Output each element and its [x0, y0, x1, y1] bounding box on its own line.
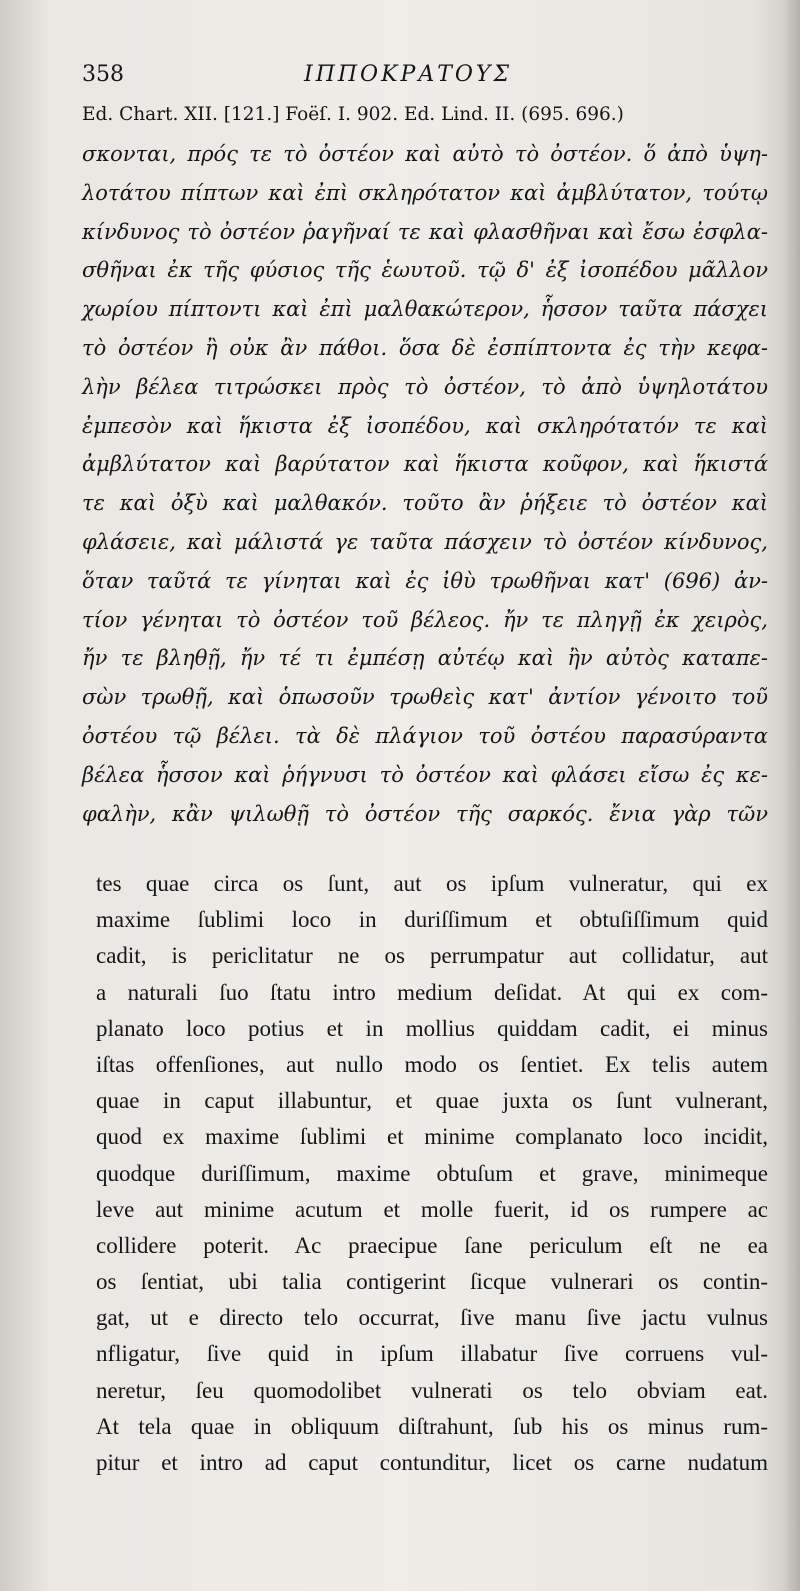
greek-text-line: ἤν τε βληθῇ, ἤν τέ τι ἐμπέσῃ αὐτέῳ καὶ ἢν αὐτὸς καταπε-: [82, 646, 768, 671]
greek-text-block: [82, 135, 768, 833]
latin-text-line: quod ex maxime ſublimi et minime complanato loco incidit,: [96, 1124, 768, 1150]
greek-text-line: φαλὴν, κἂν ψιλωθῇ τὸ ὀστέον τῆς σαρκός. ἔνια γὰρ τῶν: [82, 801, 768, 826]
greek-text-line: κίνδυνος τὸ ὀστέον ῥαγῆναί τε καὶ φλασθῆναι καὶ ἔσω ἐσφλα-: [82, 219, 768, 244]
latin-text-line: nfligatur, ſive quid in ipſum illabatur ſive corruens vul-: [96, 1341, 768, 1367]
page-header: [82, 62, 760, 98]
latin-text-line: At tela quae in obliquum diſtrahunt, ſub his os minus rum-: [96, 1413, 768, 1439]
greek-text-line: τε καὶ ὀξὺ καὶ μαλθακόν. τοῦτο ἂν ῥήξειε τὸ ὀστέον καὶ: [82, 491, 768, 516]
greek-text-line: λοτάτου πίπτων καὶ ἐπὶ σκληρότατον καὶ ἀμβλύτατον, τούτῳ: [82, 180, 768, 205]
greek-text-line: ὅταν ταῦτά τε γίνηται καὶ ἐς ἰθὺ τρωθῆναι κατ' (696) ἀν-: [82, 568, 768, 593]
latin-text-line: a naturali ſuo ſtatu intro medium deſidat. At qui ex com-: [96, 979, 768, 1005]
greek-text-line: τίον γένηται τὸ ὀστέον τοῦ βέλεος. ἤν τε πληγῇ ἐκ χειρὸς,: [82, 607, 768, 632]
latin-text-line: quodque duriſſimum, maxime obtuſum et grave, minimeque: [96, 1160, 768, 1186]
greek-text-line: φλάσειε, καὶ μάλιστά γε ταῦτα πάσχειν τὸ ὀστέον κίνδυνος,: [82, 529, 768, 554]
latin-text-line: quae in caput illabuntur, et quae juxta os ſunt vulnerant,: [96, 1088, 768, 1114]
latin-text-line: os ſentiat, ubi talia contigerint ſicque vulnerari os contin-: [96, 1269, 768, 1295]
greek-text-line: ἐμπεσὸν καὶ ἥκιστα ἐξ ἰσοπέδου, καὶ σκληρότατόν τε καὶ: [82, 413, 768, 438]
latin-text-line: iſtas offenſiones, aut nullo modo os ſentiet. Ex telis autem: [96, 1051, 768, 1077]
greek-text-line: σθῆναι ἐκ τῆς φύσιος τῆς ἑωυτοῦ. τῷ δ' ἐξ ἰσοπέδου μᾶλλον: [82, 258, 768, 283]
latin-text-line: planato loco potius et in mollius quiddam cadit, ei minus: [96, 1015, 768, 1041]
latin-text-line: tes quae circa os ſunt, aut os ipſum vulneratur, qui ex: [96, 871, 768, 896]
latin-text-line: leve aut minime acutum et molle fuerit, id os rumpere ac: [96, 1196, 768, 1222]
edition-reference-line: Ed. Chart. XII. [121.] Foëſ. I. 902. Ed. Lind. II. (695. 696.): [82, 104, 624, 125]
latin-text-line: maxime ſublimi loco in duriſſimum et obtuſiſſimum quid: [96, 907, 768, 933]
page-edge-shadow: [782, 0, 800, 1591]
greek-text-line: σκονται, πρός τε τὸ ὀστέον καὶ αὐτὸ τὸ ὀστέον. ὅ ἀπὸ ὑψη-: [82, 142, 768, 166]
latin-text-line: cadit, is periclitatur ne os perrumpatur aut collidatur, aut: [96, 943, 768, 969]
greek-text-line: χωρίου πίπτοντι καὶ ἐπὶ μαλθακώτερον, ἧσσον ταῦτα πάσχει: [82, 297, 768, 322]
running-title: ΙΠΠΟΚΡΑΤΟΥΣ: [304, 62, 513, 87]
latin-text-line: pitur et intro ad caput contunditur, licet os carne nudatum: [96, 1450, 768, 1475]
latin-text-line: collidere poterit. Ac praecipue ſane periculum eſt ne ea: [96, 1232, 768, 1258]
latin-text-line: gat, ut e directo telo occurrat, ſive manu ſive jactu vulnus: [96, 1305, 768, 1331]
latin-text-block: [96, 866, 768, 1481]
greek-text-line: ὀστέου τῷ βέλει. τὰ δὲ πλάγιον τοῦ ὀστέου παρασύραντα: [82, 723, 768, 748]
greek-text-line: τὸ ὀστέον ἢ οὐκ ἂν πάθοι. ὅσα δὲ ἐσπίπτοντα ἐς τὴν κεφα-: [82, 335, 768, 360]
greek-text-line: λὴν βέλεα τιτρώσκει πρὸς τὸ ὀστέον, τὸ ἀπὸ ὑψηλοτάτου: [82, 374, 768, 399]
latin-text-line: neretur, ſeu quomodolibet vulnerati os telo obviam eat.: [96, 1377, 768, 1403]
greek-text-line: σὼν τρωθῇ, καὶ ὁπωσοῦν τρωθεὶς κατ' ἀντίον γένοιτο τοῦ: [82, 685, 768, 710]
greek-text-line: βέλεα ἧσσον καὶ ῥήγνυσι τὸ ὀστέον καὶ φλάσει εἴσω ἐς κε-: [82, 762, 768, 787]
greek-text-line: ἀμβλύτατον καὶ βαρύτατον καὶ ἥκιστα κοῦφον, καὶ ἥκιστά: [82, 452, 768, 477]
page-number: 358: [82, 62, 124, 87]
